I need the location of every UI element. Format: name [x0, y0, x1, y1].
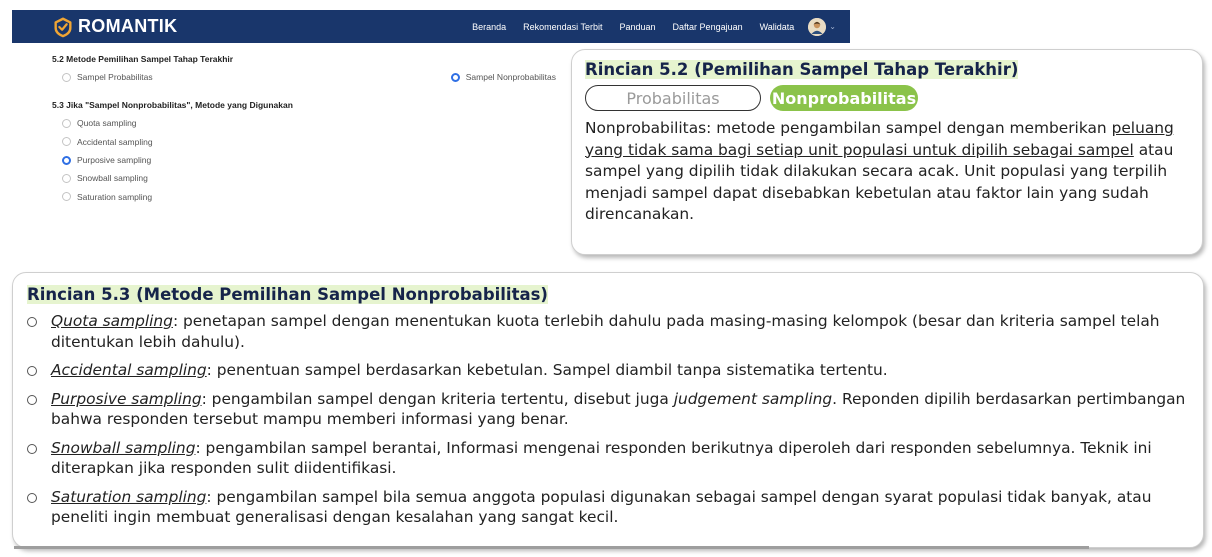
- brand-logo[interactable]: [52, 16, 177, 38]
- tooltip-title: [27, 285, 1189, 304]
- method-list: [27, 311, 1189, 528]
- nav-beranda[interactable]: Beranda: [472, 21, 507, 32]
- radio-icon[interactable]: [62, 119, 71, 128]
- item-term: Snowball sampling: [51, 438, 196, 457]
- option-purposive-sampling[interactable]: [52, 151, 562, 169]
- help-tooltip-5-2: [571, 49, 1203, 255]
- item-text: [51, 389, 1189, 430]
- radio-checked-icon[interactable]: [451, 73, 460, 82]
- item-term: Purposive sampling: [51, 389, 202, 408]
- item-desc: : pengambilan sampel berantai, Informasi mengenai responden berikutnya diperoleh dari responden sebelumnya. Teknik ini diterapkan jika responden sulit diidentifikasi.: [51, 438, 1152, 477]
- item-desc-italic: judgement sampling: [673, 389, 833, 408]
- top-navbar: [12, 10, 850, 43]
- desc-part-a: Nonprobabilitas: metode pengambilan sampel dengan memberikan: [585, 119, 1112, 137]
- item-desc: : penetapan sampel dengan menentukan kuota terlebih dahulu pada masing-masing kelompok (besar dan kriteria sampel telah ditentukan lebih dahulu).: [51, 312, 1160, 351]
- option-label: Snowball sampling: [77, 173, 148, 184]
- list-item-purposive: [27, 389, 1189, 430]
- help-tooltip-5-3: [12, 272, 1204, 548]
- circle-bullet-icon: [27, 444, 37, 454]
- check-shield-icon: [52, 16, 74, 38]
- nav-links: [455, 18, 836, 36]
- item-desc: . Reponden dipilih berdasarkan pertimbangan bahwa responden tersebut mampu memberi informasi yang benar.: [51, 389, 1186, 428]
- nav-walidata[interactable]: Walidata: [759, 21, 795, 32]
- circle-bullet-icon: [27, 366, 37, 376]
- option-sampel-nonprobabilitas[interactable]: [441, 68, 562, 86]
- radio-icon[interactable]: [62, 192, 71, 201]
- item-term: Accidental sampling: [51, 361, 207, 379]
- list-item-accidental: [27, 360, 1189, 381]
- option-label: Quota sampling: [77, 118, 137, 129]
- nav-daftar-pengajuan[interactable]: Daftar Pengajuan: [672, 21, 743, 32]
- item-text: [51, 438, 1189, 479]
- circle-bullet-icon: [27, 493, 37, 503]
- item-text: [51, 360, 888, 381]
- radio-icon[interactable]: [62, 174, 71, 183]
- list-item-quota: [27, 311, 1189, 352]
- list-item-snowball: [27, 438, 1189, 479]
- question-form: [52, 54, 562, 206]
- item-desc: : pengambilan sampel dengan kriteria tertentu, disebut juga: [201, 389, 674, 408]
- item-term: Saturation sampling: [51, 487, 207, 506]
- option-label: Sampel Nonprobabilitas: [465, 72, 556, 83]
- option-label: Sampel Probabilitas: [77, 72, 153, 83]
- desc-part-b: atau sampel yang dipilih tidak dilakukan secara acak. Unit populasi yang terpilih menjadi sampel dapat disebabkan kebetulan atau faktor lain yang sudah direncanakan.: [585, 140, 1174, 224]
- option-label: Purposive sampling: [77, 155, 152, 166]
- user-menu[interactable]: [808, 18, 836, 36]
- tooltip-title: [585, 60, 1188, 79]
- radio-icon[interactable]: [62, 137, 71, 146]
- list-item-saturation: [27, 487, 1189, 528]
- tooltip-description: [585, 118, 1188, 226]
- radio-checked-icon[interactable]: [62, 156, 71, 165]
- radio-icon[interactable]: [62, 73, 71, 82]
- option-label: Accidental sampling: [77, 136, 153, 147]
- item-text: [51, 311, 1189, 352]
- option-saturation-sampling[interactable]: [52, 187, 562, 205]
- category-pills: [585, 85, 1188, 111]
- nav-rekomendasi-terbit[interactable]: Rekomendasi Terbit: [523, 21, 603, 32]
- circle-bullet-icon: [27, 395, 37, 405]
- chevron-down-icon: ⌄: [829, 22, 836, 31]
- q53-title: 5.3 Jika "Sampel Nonprobabilitas", Metode yang Digunakan: [52, 100, 293, 111]
- item-desc: : pengambilan sampel bila semua anggota populasi digunakan sebagai sampel dengan syarat populasi tidak banyak, atau peneliti ingin membuat generalisasi dengan kesalahan yang sangat kecil.: [51, 487, 1152, 526]
- option-sampel-probabilitas[interactable]: [52, 68, 153, 86]
- item-text: [51, 487, 1189, 528]
- scrollbar-track[interactable]: [14, 546, 1089, 549]
- option-label: Saturation sampling: [77, 191, 153, 202]
- nav-panduan[interactable]: Panduan: [619, 21, 656, 32]
- desc-underlined: peluang yang tidak sama bagi setiap unit populasi untuk dipilih sebagai sampel: [585, 119, 1174, 159]
- brand-name: ROMANTIK: [78, 16, 178, 36]
- user-avatar-icon: [808, 18, 826, 36]
- item-term: Quota sampling: [51, 312, 173, 330]
- q52-options: [52, 68, 562, 86]
- pill-nonprobabilitas[interactable]: Nonprobabilitas: [770, 85, 918, 111]
- option-accidental-sampling[interactable]: [52, 133, 562, 151]
- tooltip-title-text: Rincian 5.3 (Metode Pemilihan Sampel Nonprobabilitas): [27, 285, 548, 304]
- option-quota-sampling[interactable]: [52, 114, 562, 132]
- q52-title: 5.2 Metode Pemilihan Sampel Tahap Terakhir: [52, 54, 234, 64]
- circle-bullet-icon: [27, 317, 37, 327]
- tooltip-title-text: Rincian 5.2 (Pemilihan Sampel Tahap Terakhir): [585, 60, 1019, 79]
- item-desc: : penentuan sampel berdasarkan kebetulan. Sampel diambil tanpa sistematika tertentu.: [206, 361, 888, 379]
- option-snowball-sampling[interactable]: [52, 169, 562, 187]
- pill-probabilitas[interactable]: Probabilitas: [585, 85, 761, 111]
